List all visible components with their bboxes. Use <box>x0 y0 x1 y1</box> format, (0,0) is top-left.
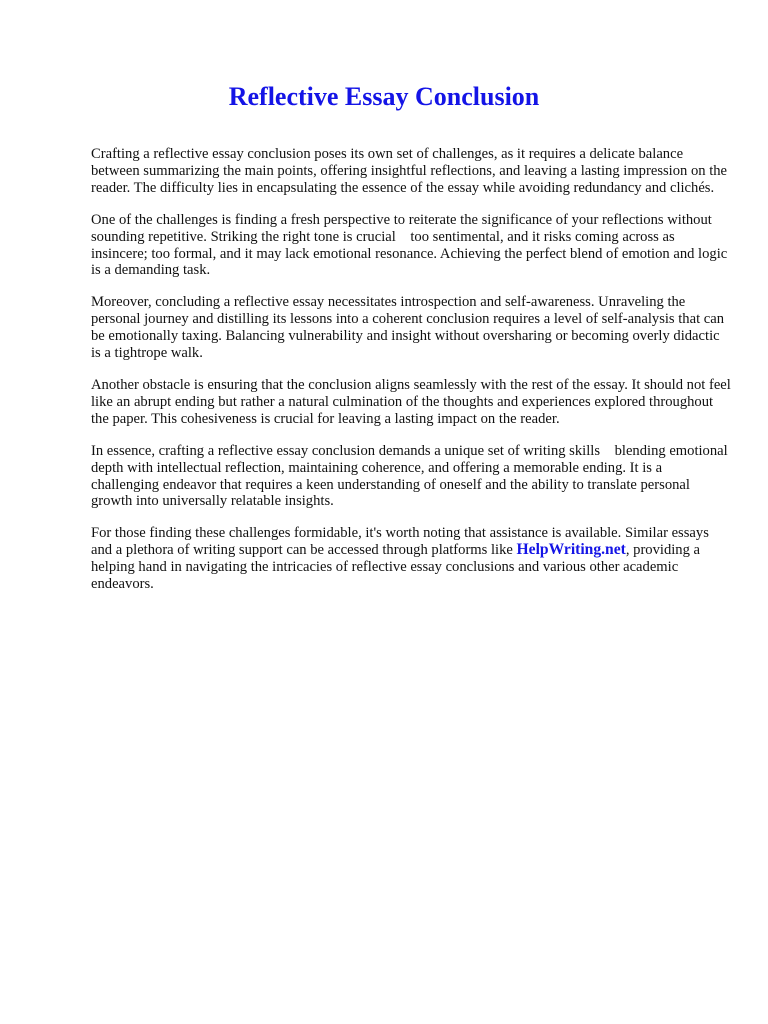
paragraph-2: One of the challenges is finding a fresh perspective to reiterate the significance of your reflections without sounding repetitive. Striking the right tone is crucial too sentimental, and it risks coming across as insincere; too formal, and it may lack emotional resonance. Achieving the perfect blend of emotion and logic is a demanding task. <box>91 211 731 279</box>
paragraph-6-text-before-link: For those finding these challenges formidable, it's worth noting that assistance is available. Similar essays and a plethora of writing support can be accessed through platforms like <box>91 525 709 559</box>
paragraph-3: Moreover, concluding a reflective essay necessitates introspection and self-awareness. Unraveling the personal journey and distilling its lessons into a coherent conclusion requires a level of self-analysis that can be emotionally taxing. Balancing vulnerability and insight without oversharing or becoming overly didactic is a tightrope walk. <box>91 294 725 362</box>
paragraph-4: Another obstacle is ensuring that the conclusion aligns seamlessly with the rest of the essay. It should not feel like an abrupt ending but rather a natural culmination of the thoughts and experiences explored throughout the paper. This cohesiveness is crucial for leaving a lasting impact on the reader. <box>91 376 731 427</box>
page-title: Reflective Essay Conclusion <box>228 82 540 111</box>
paragraph-6 <box>91 525 731 593</box>
paragraph-6-text-after-link: , providing a helping hand in navigating the intricacies of reflective essay conclusions and various other academic endeavors. <box>91 542 701 593</box>
paragraph-1: Crafting a reflective essay conclusion poses its own set of challenges, as it requires a delicate balance between summarizing the main points, offering insightful reflections, and leaving a lasting impression on the reader. The difficulty lies in encapsulating the essence of the essay while avoiding redundancy and clichés. <box>91 146 728 196</box>
paragraph-5: In essence, crafting a reflective essay conclusion demands a unique set of writing skills blending emotional depth with intellectual reflection, maintaining coherence, and offering a memorable ending. It is a challenging endeavor that requires a keen understanding of oneself and the ability to translate personal growth into universally relatable insights. <box>91 442 732 510</box>
helpwriting-link[interactable]: HelpWriting.net <box>516 541 626 559</box>
essay-body <box>91 146 731 608</box>
